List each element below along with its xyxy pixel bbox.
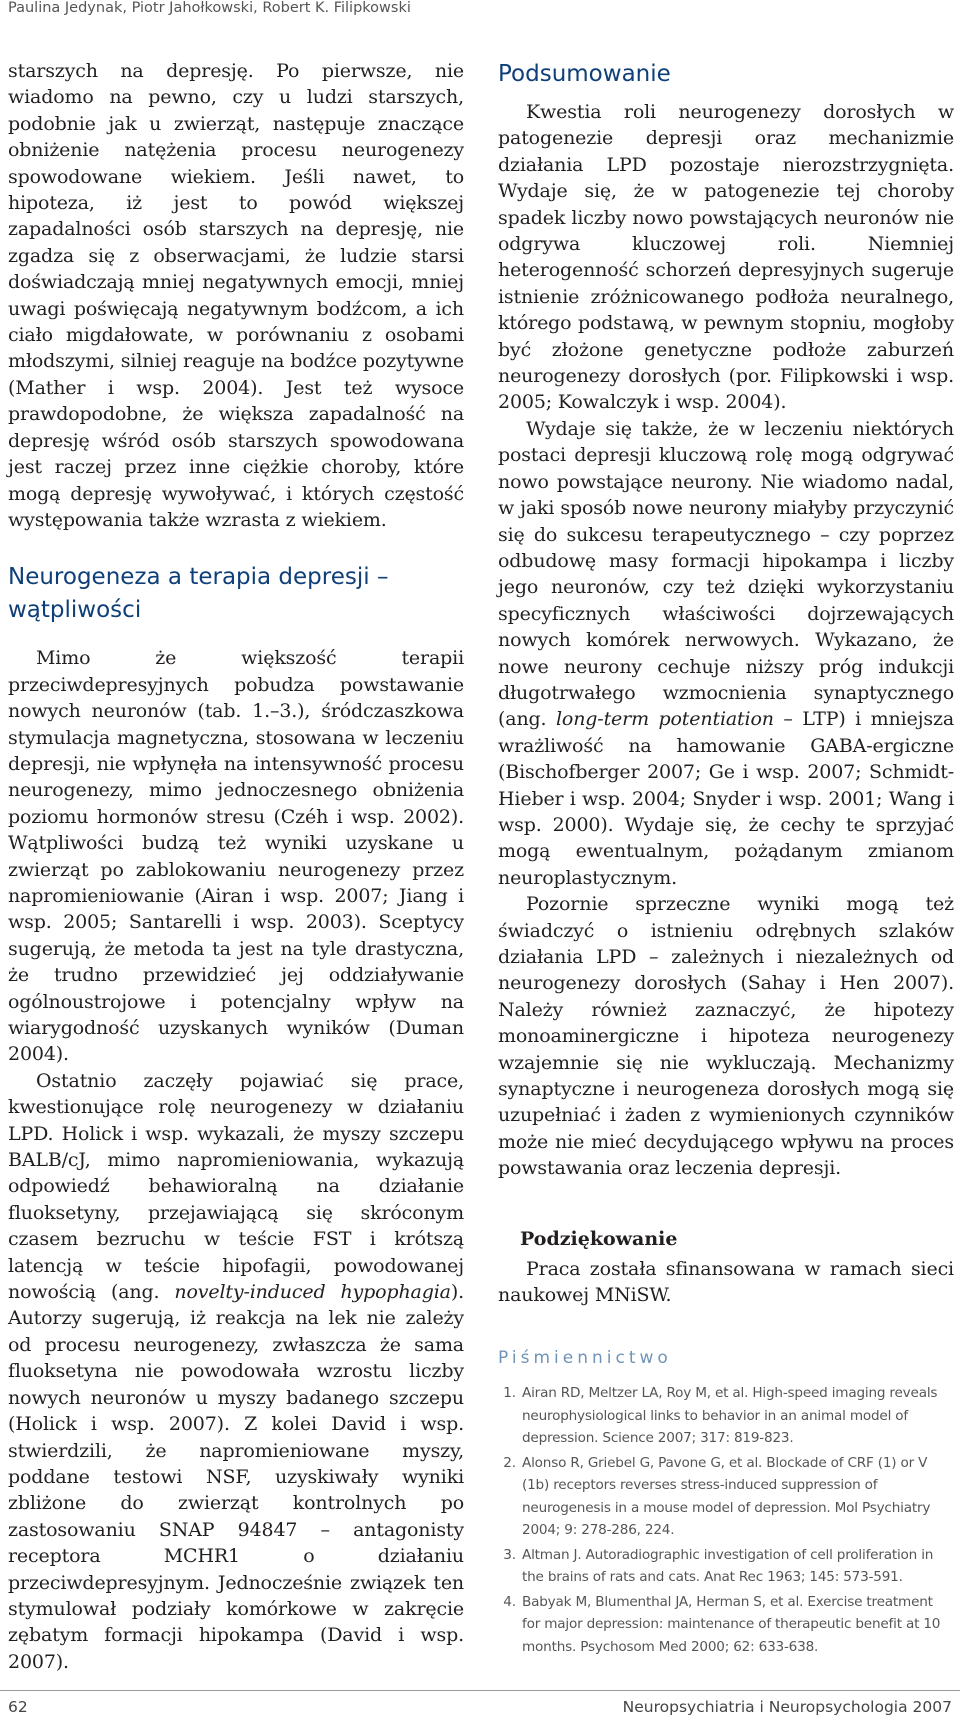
reference-item: 1. Airan RD, Meltzer LA, Roy M, et al. High-speed imaging reveals neurophysiological links to behavior in an animal model of depression. Science 2007; 317: 819-823. <box>520 1382 954 1450</box>
references-heading: Piśmiennictwo <box>498 1348 672 1369</box>
text-run: Wydaje się także, że w leczeniu niektórych postaci depresji kluczową rolę mogą odgrywać nowo powstające neurony. Nie wiadomo nadal, w jaki sposób nowe neurony miałyby przyczynić się do sukcesu terapeutycznego – czy poprzez odbudowę masy formacji hipokampa i liczby jego neuronów, czy też dzięki wykorzystaniu specyficznych właściwości dojrzewających nowych komórek nerwowych. Wykazano, że nowe neurony cechuje niższy próg indukcji długotrwałego wzmocnienia synaptycznego (ang. <box>498 417 954 731</box>
body-paragraph <box>498 416 954 891</box>
footer-divider <box>0 1690 960 1691</box>
reference-item: 3. Altman J. Autoradiographic investigation of cell proliferation in the brains of rats and cats. Anat Rec 1963; 145: 573-591. <box>520 1544 954 1589</box>
acknowledgement-text: Praca została sfinansowana w ramach sieci naukowej MNiSW. <box>498 1257 954 1307</box>
reference-list <box>498 1382 954 1658</box>
text-run: ). Autorzy sugerują, iż reakcja na lek nie zależy od procesu neurogenezy, zwłaszcza że sama fluoksetyna nie powodowała wzrostu liczby nowych neuronów u myszy badanego szczepu (Holick i wsp. 2007). Z kolei David i wsp. stwierdzili, że napromieniowane myszy, poddane testowi NSF, uzyskiwały wyniki zbliżone do zwierząt kontrolnych po zastosowaniu SNAP 94847 – antagonisty receptora MCHR1 o działaniu przeciwdepresyjnym. Jednocześnie związek ten stymulował podziały komórkowe w zakręcie zębatym formacji hipokampa (David i wsp. 2007). <box>8 1281 464 1673</box>
running-head-authors: Paulina Jedynak, Piotr Jahołkowski, Robert K. Filipkowski <box>8 0 411 16</box>
body-paragraph: Kwestia roli neurogenezy dorosłych w patogenezie depresji oraz mechanizmie działania LPD pozostaje nierozstrzygnięta. Wydaje się, że w patogenezie tej choroby spadek liczby nowo powstających neuronów nie odgrywa kluczowej roli. Niemniej heterogenność schorzeń depresyjnych sugeruje istnienie zróżnicowanego podłoża neuralnego, którego podstawą, w pewnym stopniu, mogłoby być złożone genetyczne podłoże zaburzeń neurogenezy dorosłych (por. Filipkowski i wsp. 2005; Kowalczyk i wsp. 2004). <box>498 101 954 414</box>
italic-term: long-term potentiation <box>555 708 774 731</box>
section-heading-summary: Podsumowanie <box>498 61 671 87</box>
reference-item: 4. Babyak M, Blumenthal JA, Herman S, et al. Exercise treatment for major depression: maintenance of therapeutic benefit at 10 months. Psychosom Med 2000; 62: 633-638. <box>520 1591 954 1659</box>
journal-name: Neuropsychiatria i Neuropsychologia 2007 <box>622 1698 952 1716</box>
left-column <box>8 58 464 1675</box>
italic-term: novelty-induced hypophagia <box>174 1281 451 1304</box>
text-run: Ostatnio zaczęły pojawiać się prace, kwestionujące rolę neurogenezy w działaniu LPD. Holick i wsp. wykazali, że myszy szczepu BALB/cJ, mimo napromieniowania, wykazują odpowiedź behawioralną na działanie fluoksetyny, przejawiającą się skróconym czasem bezruchu w teście FST i krótszą latencją w teście hipofagii, powodowanej nowością (ang. <box>8 1069 464 1304</box>
reference-item: 2. Alonso R, Griebel G, Pavone G, et al. Blockade of CRF (1) or V (1b) receptors reverses stress-induced suppression of neurogenesis in a mouse model of depression. Mol Psychiatry 2004; 9: 278-286, 224. <box>520 1452 954 1542</box>
body-paragraph <box>8 1068 464 1675</box>
body-paragraph: Mimo że większość terapii przeciwdepresyjnych pobudza powstawanie nowych neuronów (tab. 1.–3.), śródczaszkowa stymulacja magnetyczna, stosowana w leczeniu depresji, nie wpłynęła na intensywność procesu neurogenezy, mimo jednoczesnego obniżenia poziomu hormonów stresu (Czéh i wsp. 2002). Wątpliwości budzą też wyniki uzyskane u zwierząt po zablokowaniu neurogenezy przez napromieniowanie (Airan i wsp. 2007; Jiang i wsp. 2005; Santarelli i wsp. 2003). Sceptycy sugerują, że metoda ta jest na tyle drastyczna, że trudno przewidzieć jej oddziaływanie ogólnoustrojowe i potencjalny wpływ na wiarygodność uzyskanych wyników (Duman 2004). <box>8 647 464 1066</box>
body-paragraph: starszych na depresję. Po pierwsze, nie wiadomo na pewno, czy u ludzi starszych, podobnie jak u zwierząt, następuje znaczące obniżenie natężenia procesu neurogenezy spowodowane wiekiem. Jeśli nawet, to hipoteza, iż jest to powód większej zapadalności osób starszych na depresję, nie zgadza się z obserwacjami, że ludzie starsi doświadczają mniej negatywnych emocji, mniej uwagi poświęcają negatywnym bodźcom, a ich ciało migdałowate, w porównaniu z osobami młodszymi, silniej reaguje na bodźce pozytywne (Mather i wsp. 2004). Jest też wysoce prawdopodobne, że większa zapadalność na depresję wśród osób starszych spowodowana jest raczej przez inne ciężkie choroby, które mogą depresję wywoływać, i których częstość występowania także wzrasta z wiekiem. <box>8 60 464 531</box>
page-number: 62 <box>8 1698 28 1716</box>
text-run: – LTP) i mniejsza wrażliwość na hamowanie GABA-ergiczne (Bischofberger 2007; Ge i wsp. 2007; Schmidt-Hieber i wsp. 2004; Snyder i wsp. 2001; Wang i wsp. 2000). Wydaje się, że cechy te sprzyjać mogą ewentualnym, pożądanym zmianom neuroplastycznym. <box>498 708 954 889</box>
right-column <box>498 58 954 1660</box>
section-heading-neurogenesis-therapy: Neurogeneza a terapia depresji – wątpliwości <box>8 564 389 624</box>
body-paragraph: Pozornie sprzeczne wyniki mogą też świadczyć o istnieniu odrębnych szlaków działania LPD – zależnych i niezależnych od neurogenezy dorosłych (Sahay i Hen 2007). Należy również zaznaczyć, że hipotezy monoaminergiczne i hipoteza neurogenezy wzajemnie się nie wykluczają. Mechanizmy synaptyczne i neurogeneza dorosłych mogą się uzupełniać i żaden z wymienionych czynników może nie mieć decydującego wpływu na proces powstawania oraz leczenia depresji. <box>498 893 954 1180</box>
acknowledgement-heading: Podziękowanie <box>520 1227 678 1250</box>
